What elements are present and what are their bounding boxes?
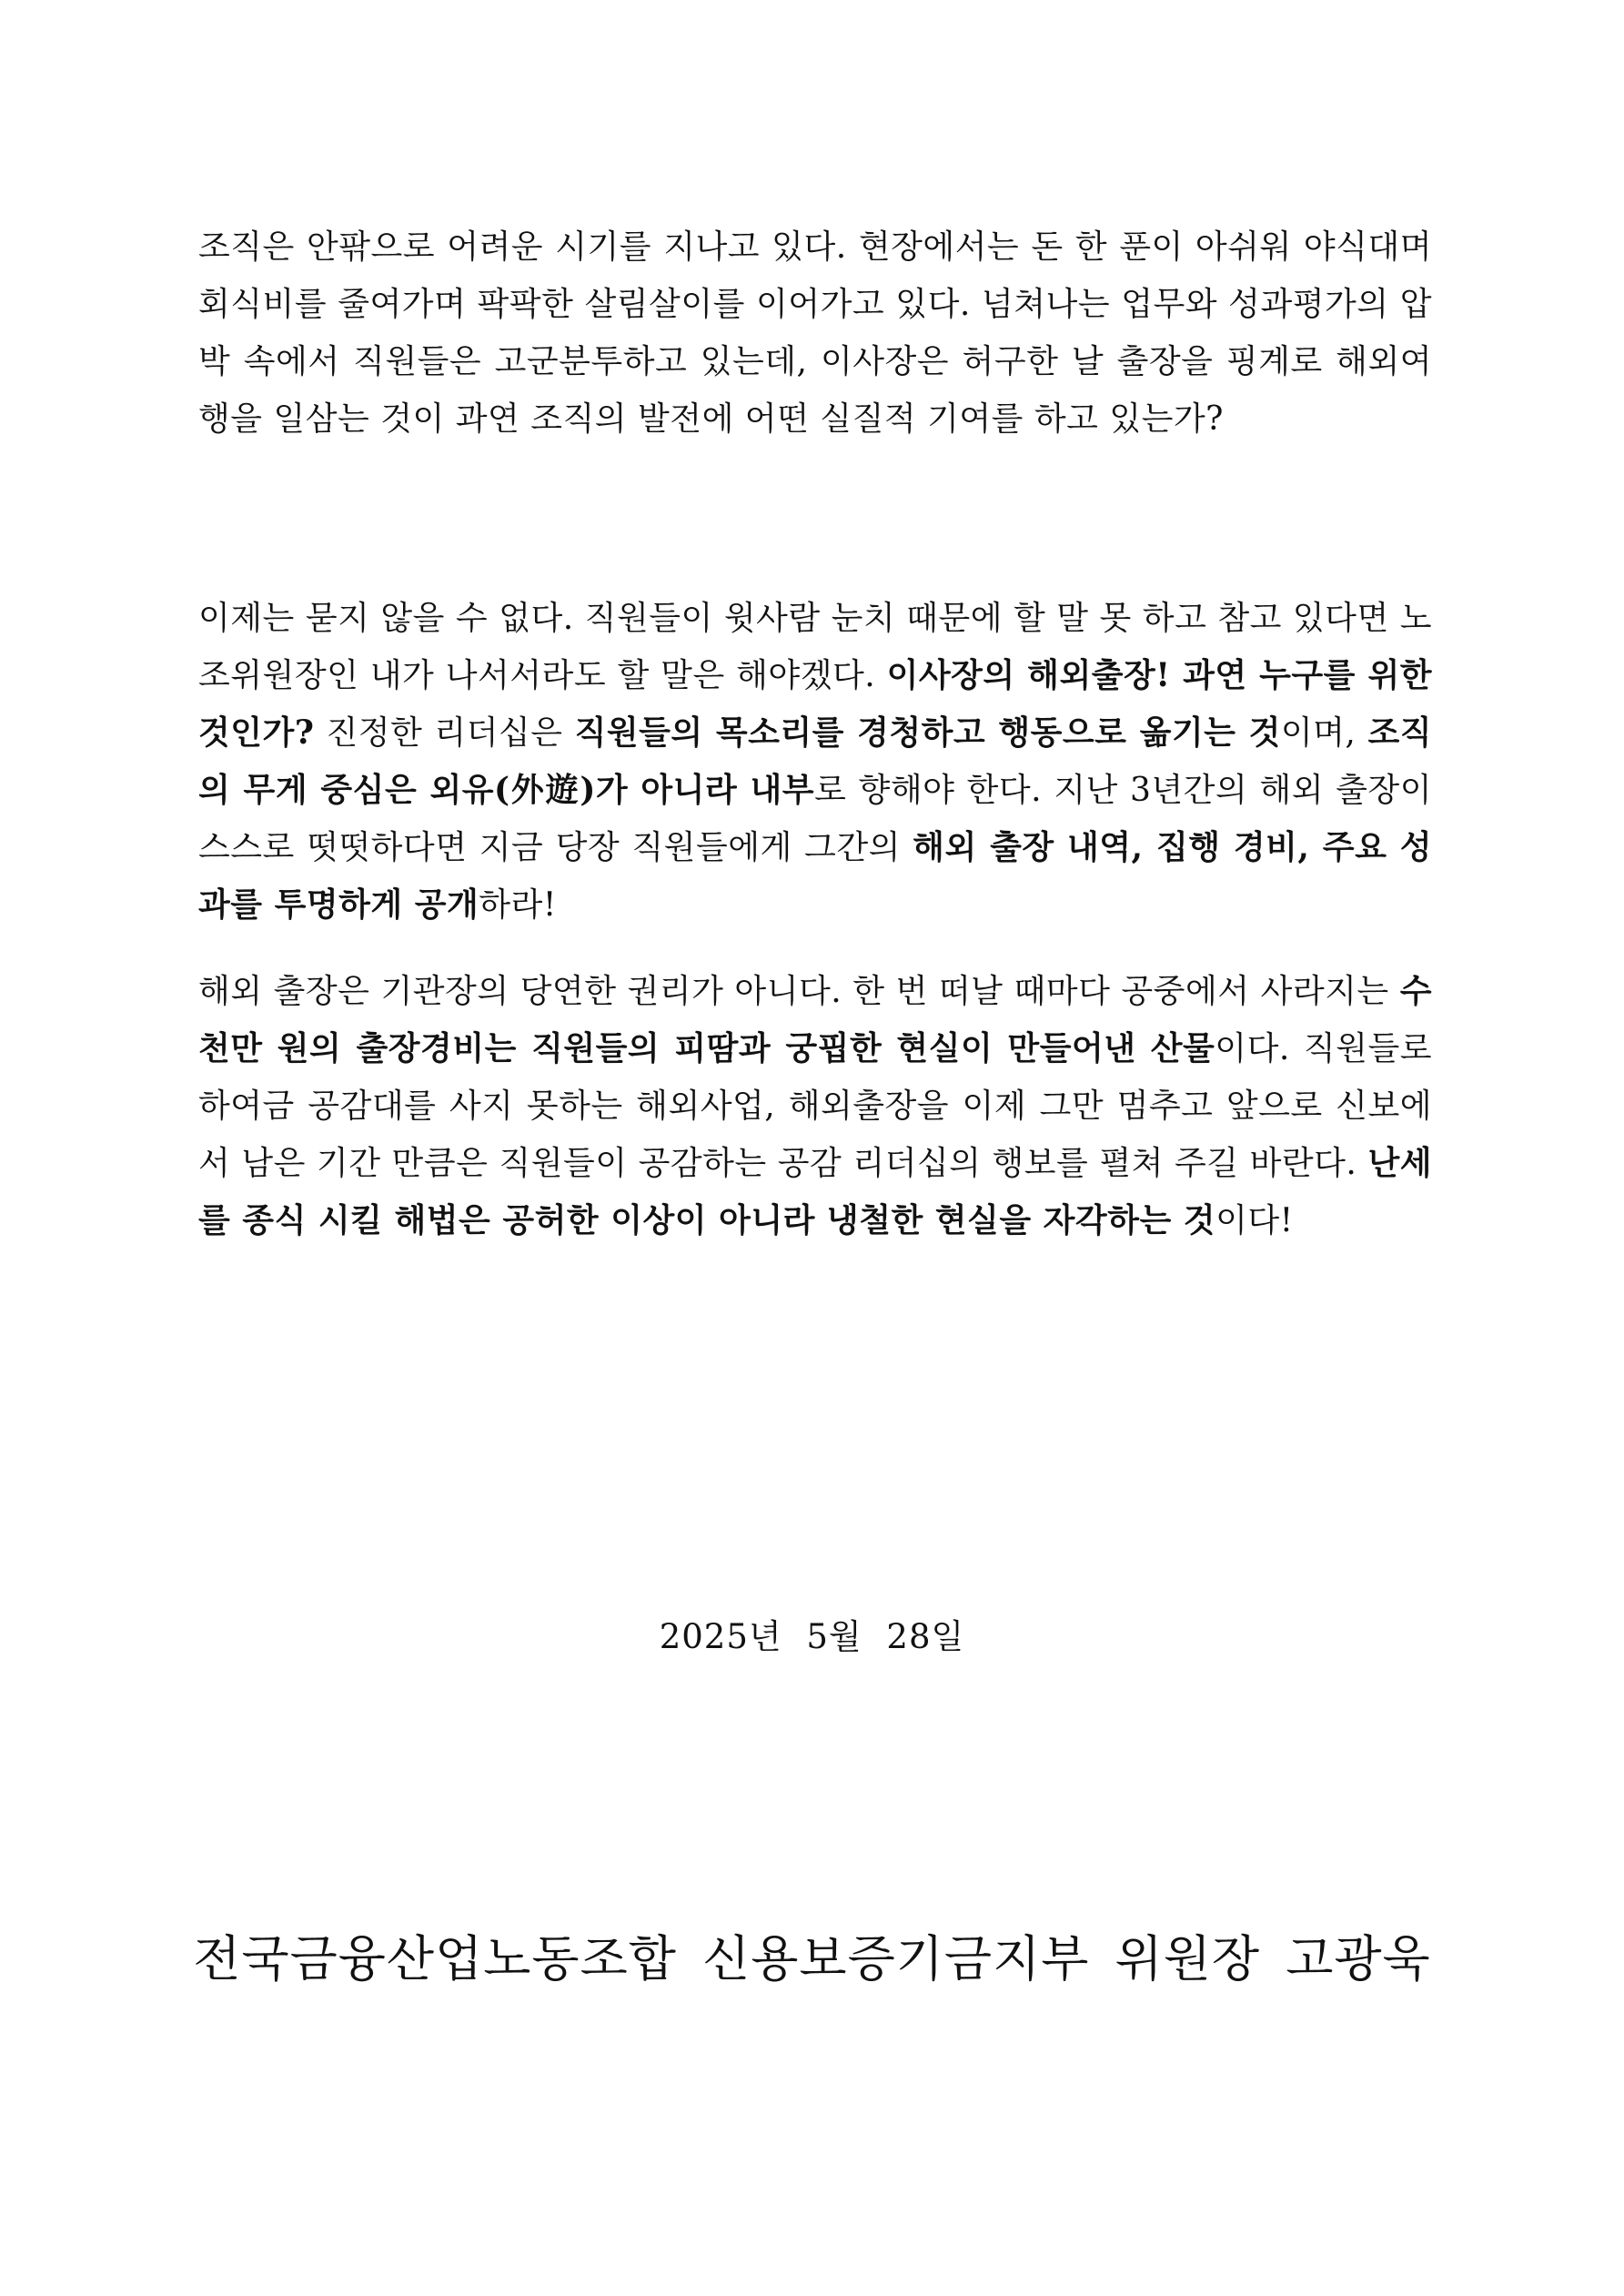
paragraph-1 xyxy=(198,218,1432,448)
emphasized-text: 이사장의 해외출장! 과연 누구를 위한 것인가? xyxy=(198,656,1432,752)
emphasized-text: 해외 출장 내역, 집행 경비, 주요 성과를 투명하게 공개 xyxy=(198,828,1433,924)
signature-line: 전국금융산업노동조합 신용보증기금지부 위원장 고광욱 xyxy=(193,1930,1431,1988)
emphasized-text: 수천만 원의 출장경비는 직원들의 피땀과 궁핍한 현실이 만들어낸 산물 xyxy=(198,972,1432,1067)
emphasized-text: 직원들의 목소리를 경청하고 행동으로 옮기는 것 xyxy=(574,713,1281,752)
paragraph-text: 하라! xyxy=(479,886,557,924)
paragraph-text: 조직은 안팎으로 어려운 시기를 지나고 있다. 현장에서는 돈 한 푼이 아쉬워 야식대며 회식비를 줄여가며 팍팍한 살림살이를 이어가고 있다. 넘쳐나는 업무와 성과평가의 압박 속에서 직원들은 고군분투하고 있는데, 이사장은 허구한 날 출장을 핑계로 해외여행을 일삼는 것이 과연 조직의 발전에 어떤 실질적 기여를 하고 있는가? xyxy=(198,228,1432,438)
paragraph-text: 이다. 직원들로 하여금 공감대를 사지 못하는 해외사업, 해외출장을 이제 그만 멈추고 앞으로 신보에서 남은 기간 만큼은 직원들이 공감하는 공감 리더십의 행보를 펼쳐 주길 바란다. xyxy=(198,1030,1433,1182)
emphasized-text: 조직의 무게 중심은 외유(外遊)가 아니라 내부 xyxy=(198,713,1432,809)
paragraph-text: 이제는 묻지 않을 수 없다. 직원들이 윗사람 눈치 때문에 할 말 못 하고 참고 있다면 노조위원장인 내가 나서서라도 할 말은 해야겠다. xyxy=(198,600,1432,694)
paragraph-text: 해외 출장은 기관장의 당연한 권리가 아니다. 한 번 떠날 때마다 공중에서 사라지는 xyxy=(198,973,1400,1010)
document-date: 2025년 5월 28일 xyxy=(659,1617,965,1656)
paragraph-text: 로 향해야 한다. 지난 3년간의 해외 출장이 스스로 떳떳하다면 지금 당장 직원들에게 그간의 xyxy=(198,772,1432,866)
paragraph-text: 이며, xyxy=(1280,714,1368,752)
paragraph-text: 진정한 리더십은 xyxy=(314,714,575,752)
paragraph-3 xyxy=(198,963,1432,1249)
emphasized-text: 난세를 종식 시킬 해법은 공허한 이상이 아니라 냉철한 현실을 자각하는 것 xyxy=(198,1144,1432,1239)
paragraph-text: 이다! xyxy=(1215,1202,1294,1239)
paragraph-2 xyxy=(198,590,1432,934)
